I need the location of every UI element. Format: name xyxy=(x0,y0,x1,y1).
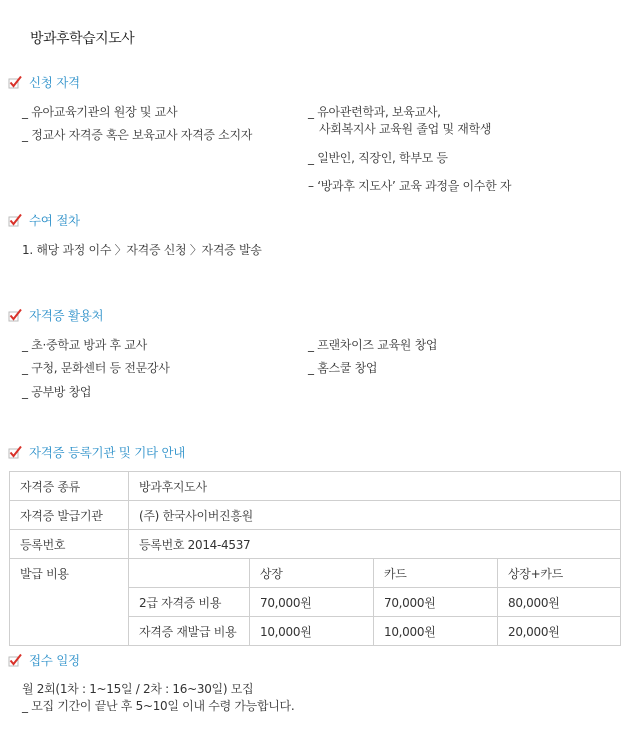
fee-row-name: 2급 자격증 비용 xyxy=(129,588,250,617)
usage-item: _ 구청, 문화센터 등 전문강사 xyxy=(22,361,170,375)
fee-row-name: 자격증 재발급 비용 xyxy=(129,617,250,646)
fee-value: 80,000원 xyxy=(498,588,621,617)
check-mark-icon xyxy=(8,213,22,227)
row-value: 방과후지도사 xyxy=(129,472,621,501)
table-row xyxy=(10,501,621,530)
check-mark-icon xyxy=(8,445,22,459)
schedule-line: _ 모집 기간이 끝난 후 5~10일 이내 수령 가능합니다. xyxy=(22,699,295,713)
schedule-line: 월 2회(1차 : 1~15일 / 2차 : 16~30일) 모집 xyxy=(22,682,254,696)
fee-column-header: 상장+카드 xyxy=(498,559,621,588)
qualification-item: – ‘방과후 지도사’ 교육 과정을 이수한 자 xyxy=(308,179,512,193)
fee-value: 70,000원 xyxy=(374,588,498,617)
section-title: 자격증 활용처 xyxy=(29,308,104,323)
fee-column-header: 상장 xyxy=(250,559,374,588)
section-title: 자격증 등록기관 및 기타 안내 xyxy=(29,445,185,460)
page-title: 방과후학습지도사 xyxy=(30,31,135,47)
check-mark-icon xyxy=(8,75,22,89)
row-label: 등록번호 xyxy=(10,530,129,559)
row-value: 등록번호 2014-4537 xyxy=(129,530,621,559)
usage-item: _ 홈스쿨 창업 xyxy=(308,361,378,375)
section-heading-usage xyxy=(8,306,103,324)
row-label: 자격증 종류 xyxy=(10,472,129,501)
qualification-item: 사회복지사 교육원 졸업 및 재학생 xyxy=(319,122,492,136)
qualification-item: _ 정교사 자격증 혹은 보육교사 자격증 소지자 xyxy=(22,128,253,142)
section-title: 접수 일정 xyxy=(29,653,80,668)
fee-value: 10,000원 xyxy=(250,617,374,646)
fee-value: 10,000원 xyxy=(374,617,498,646)
fee-corner-cell xyxy=(129,559,250,588)
fee-value: 70,000원 xyxy=(250,588,374,617)
section-heading-qualification xyxy=(8,73,80,91)
check-mark-icon xyxy=(8,308,22,322)
usage-item: _ 프랜차이즈 교육원 창업 xyxy=(308,338,438,352)
row-label: 자격증 발급기관 xyxy=(10,501,129,530)
procedure-text: 1. 해당 과정 이수 〉자격증 신청 〉자격증 발송 xyxy=(22,243,262,257)
usage-item: _ 공부방 창업 xyxy=(22,385,92,399)
check-mark-icon xyxy=(8,653,22,667)
usage-item: _ 초·중학교 방과 후 교사 xyxy=(22,338,147,352)
table-row xyxy=(10,559,621,588)
table-row xyxy=(10,530,621,559)
fee-value: 20,000원 xyxy=(498,617,621,646)
section-heading-registration xyxy=(8,443,185,461)
qualification-item: _ 일반인, 직장인, 학부모 등 xyxy=(308,151,448,165)
section-title: 수여 절차 xyxy=(29,213,80,228)
section-heading-procedure xyxy=(8,211,80,229)
fee-column-header: 카드 xyxy=(374,559,498,588)
table-row xyxy=(10,472,621,501)
row-value: (주) 한국사이버진흥원 xyxy=(129,501,621,530)
fee-label: 발급 비용 xyxy=(10,559,129,646)
section-title: 신청 자격 xyxy=(29,75,80,90)
qualification-item: _ 유아관련학과, 보육교사, xyxy=(308,105,441,119)
registration-table xyxy=(9,471,621,646)
qualification-item: _ 유아교육기관의 원장 및 교사 xyxy=(22,105,178,119)
section-heading-schedule xyxy=(8,651,80,669)
